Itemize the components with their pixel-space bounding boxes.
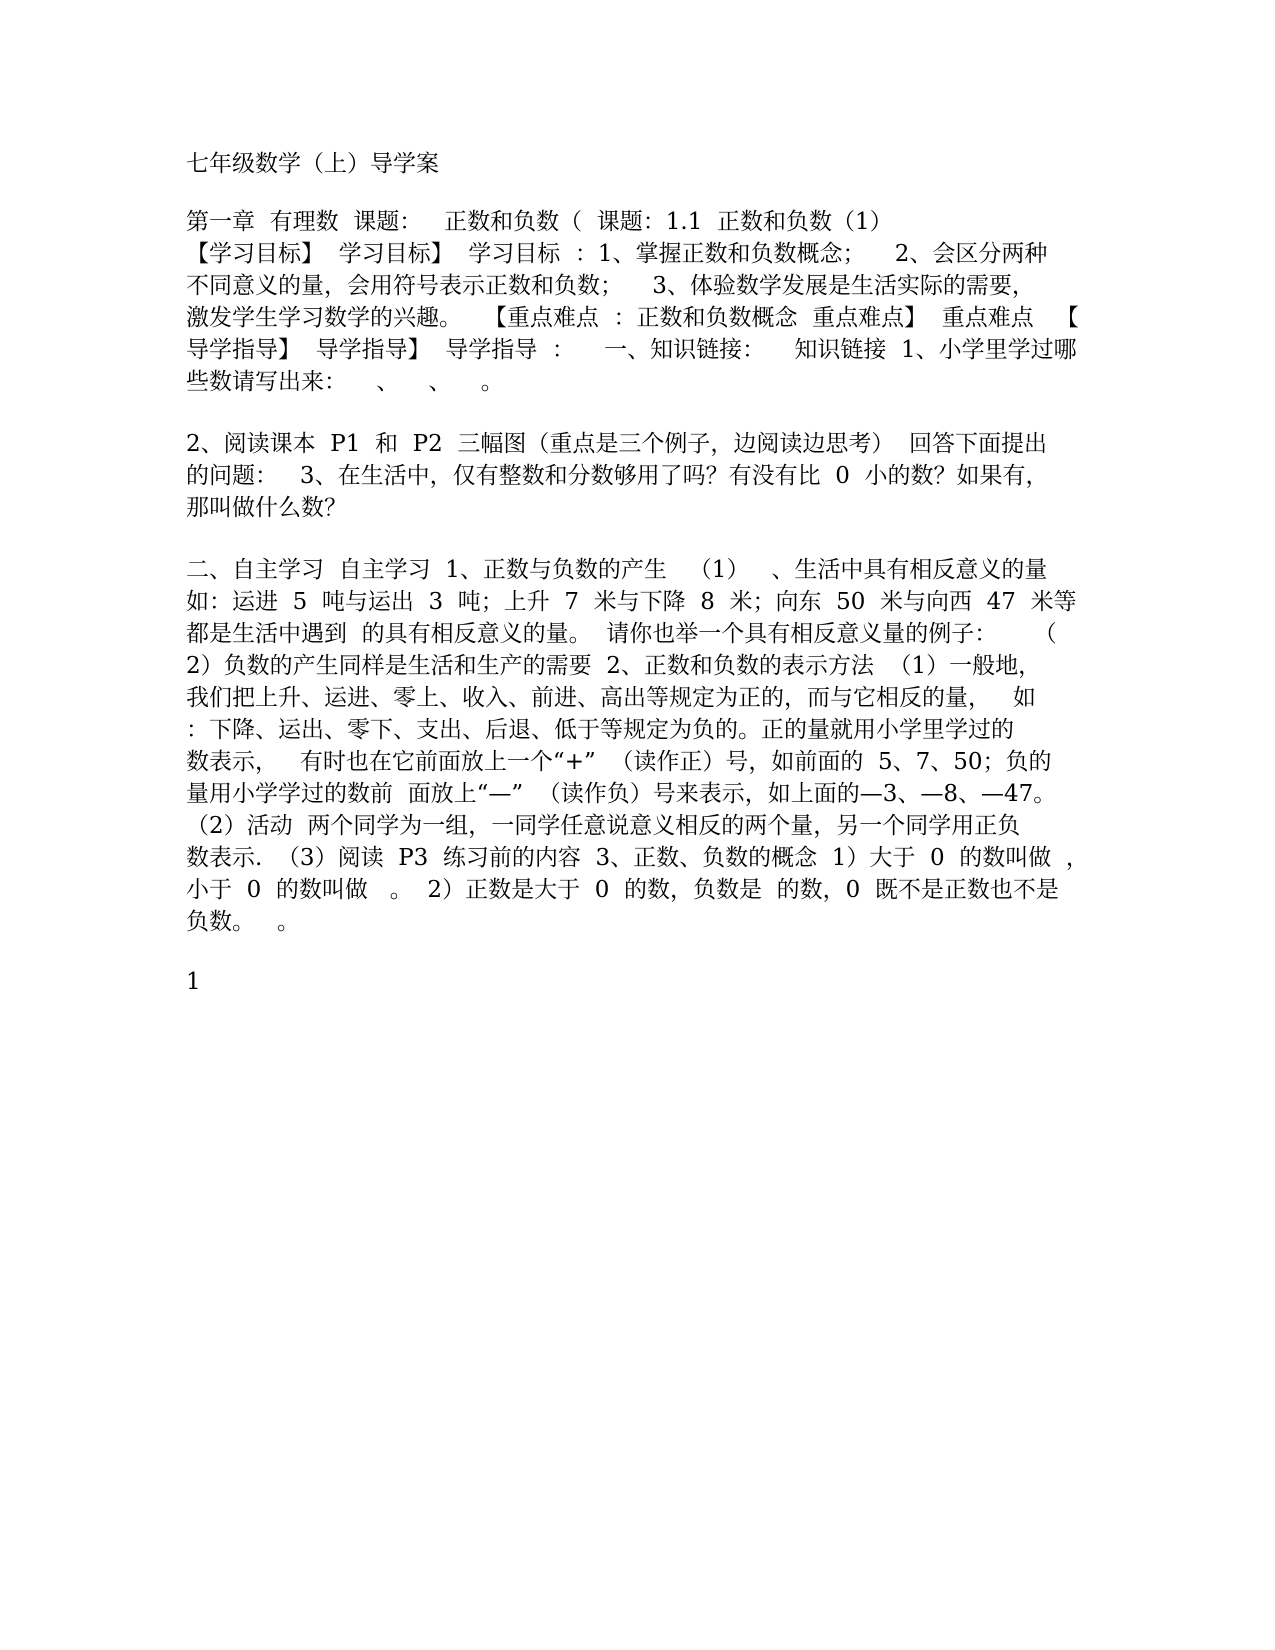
paragraph-3-line-9: （2）活动 两个同学为一组，一同学任意说意义相反的两个量，另一个同学用正负 xyxy=(186,813,1021,839)
paragraph-2-line-3: 那叫做什么数？ xyxy=(186,495,347,521)
paragraph-2-line-1: 2、阅读课本 P1 和 P2 三幅图（重点是三个例子，边阅读边思考） 回答下面提出 xyxy=(186,431,1047,457)
paragraph-3-line-4: 2）负数的产生同样是生活和生产的需要 2、正数和负数的表示方法 （1）一般地， xyxy=(186,653,1042,679)
paragraph-3-line-11: 小于 0 的数叫做 。 2）正数是大于 0 的数，负数是 的数，0 既不是正数也不是 xyxy=(186,877,1059,903)
paragraph-1-line-4: 激发学生学习数学的兴趣。 【重点难点 ：正数和负数概念 重点难点】 重点难点 【 xyxy=(186,305,1079,331)
paragraph-3-line-1: 二、自主学习 自主学习 1、正数与负数的产生 （1） 、生活中具有相反意义的量 xyxy=(186,557,1048,583)
page-number: 1 xyxy=(186,969,201,995)
paragraph-3-line-8: 量用小学学过的数前 面放上“—” （读作负）号来表示，如上面的—3、—8、—47。 xyxy=(186,781,1057,807)
paragraph-1-line-3: 不同意义的量，会用符号表示正数和负数； 3、体验数学发展是生活实际的需要， xyxy=(186,273,1035,299)
paragraph-1-line-5: 导学指导】 导学指导】 导学指导 ： 一、知识链接： 知识链接 1、小学里学过哪 xyxy=(186,337,1077,363)
paragraph-3-line-10: 数表示. （3）阅读 P3 练习前的内容 3、正数、负数的概念 1）大于 0 的数叫做 ， xyxy=(186,845,1089,871)
paragraph-3-line-3: 都是生活中遇到 的具有相反意义的量。 请你也举一个具有相反意义量的例子： （ xyxy=(186,621,1057,647)
paragraph-3-line-7: 数表示， 有时也在它前面放上一个“+” （读作正）号，如前面的 5、7、50；负的 xyxy=(186,749,1052,775)
paragraph-3-line-12: 负数。 。 xyxy=(186,909,300,935)
paragraph-1-line-2: 【学习目标】 学习目标】 学习目标 ：1、掌握正数和负数概念； 2、会区分两种 xyxy=(186,241,1048,267)
paragraph-3-line-2: 如：运进 5 吨与运出 3 吨；上升 7 米与下降 8 米；向东 50 米与向西 47 米等 xyxy=(186,589,1077,615)
paragraph-2-line-2: 的问题： 3、在生活中，仅有整数和分数够用了吗？有没有比 0 小的数？如果有， xyxy=(186,463,1049,489)
paragraph-3-line-5: 我们把上升、运进、零上、收入、前进、高出等规定为正的，而与它相反的量， 如 xyxy=(186,685,1036,711)
document-title: 七年级数学（上）导学案 xyxy=(186,151,439,177)
paragraph-3-line-6: ：下降、运出、零下、支出、后退、低于等规定为负的。正的量就用小学里学过的 xyxy=(186,717,1014,743)
paragraph-1-line-6: 些数请写出来： 、 、 。 xyxy=(186,369,504,395)
paragraph-1-line-1: 第一章 有理数 课题： 正数和负数（ 课题：1.1 正数和负数（1） xyxy=(186,209,893,235)
